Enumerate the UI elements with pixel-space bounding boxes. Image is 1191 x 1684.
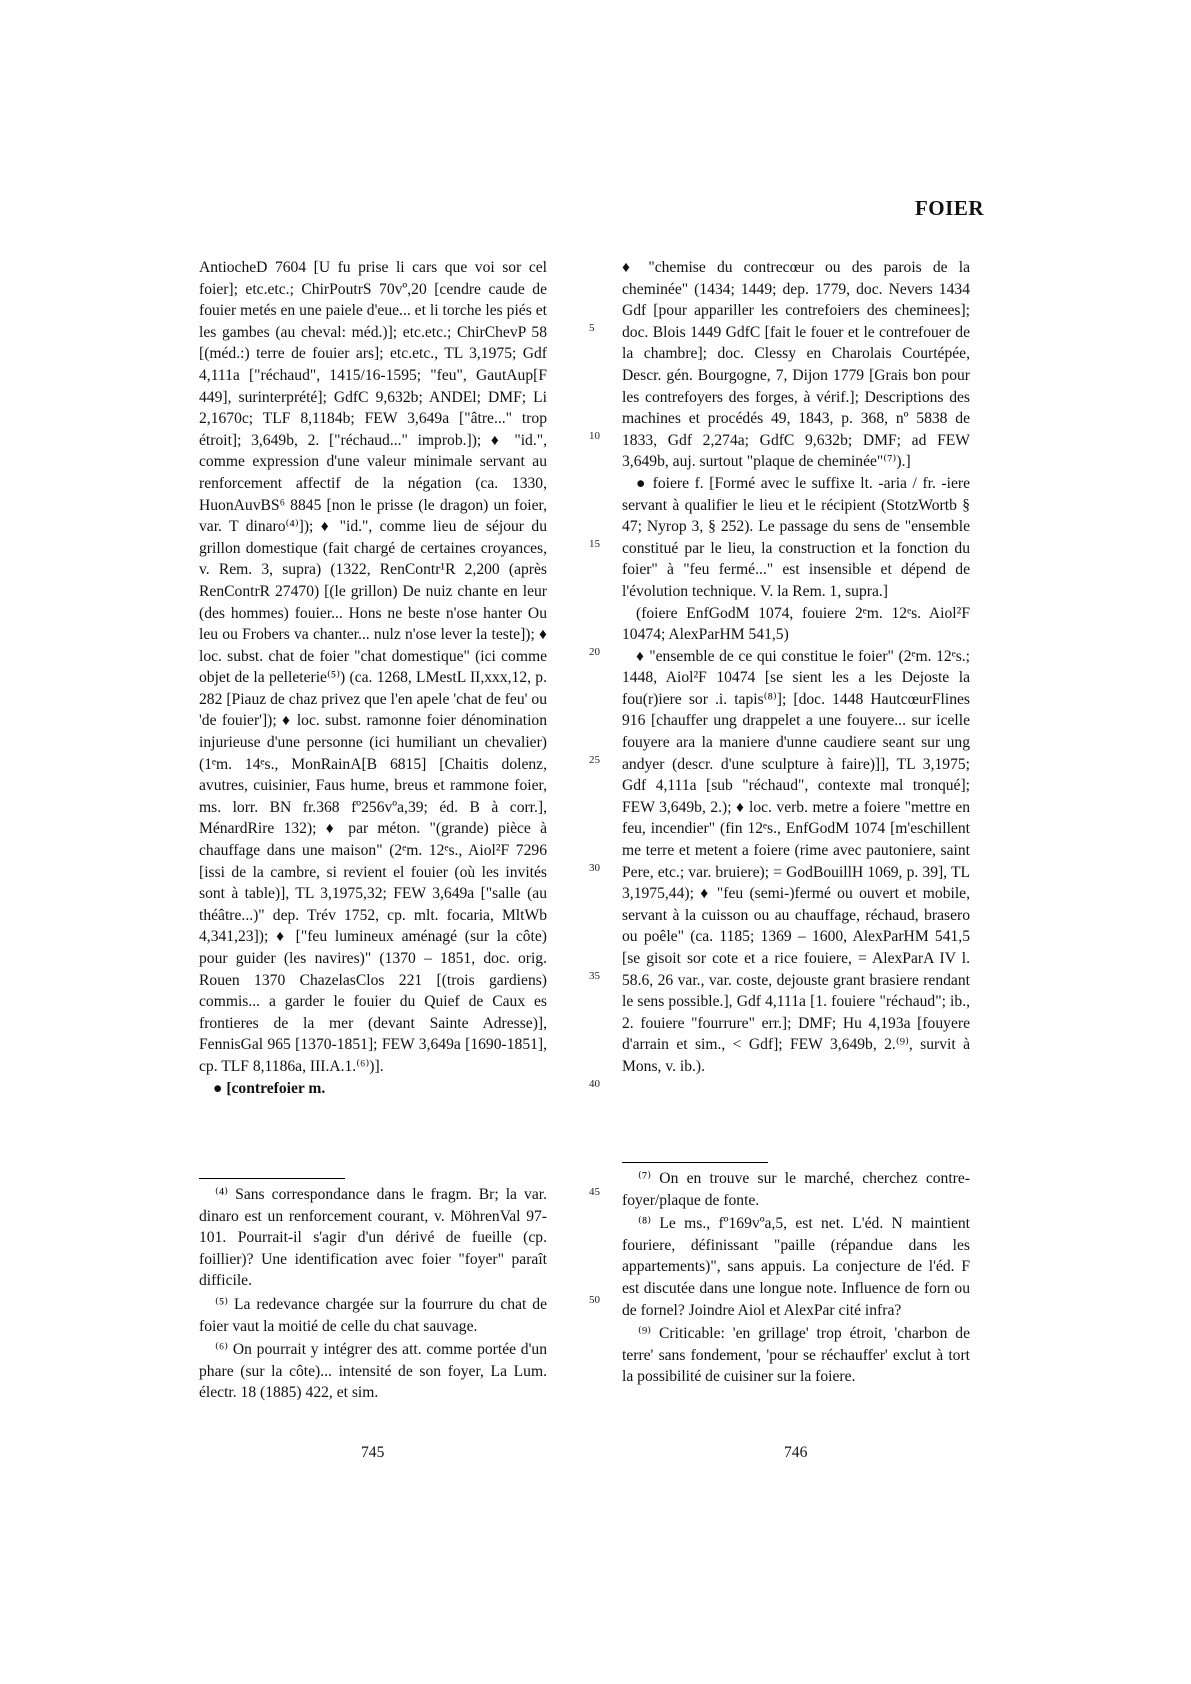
right-paragraph-1: ♦ "chemise du contrecœur ou des parois de la cheminée" (1434; 1449; dep. 1779, doc. Nevers 1434 Gdf [pour appariller les contrefoiers des cheminees]; doc. Blois 1449 GdfC [fait le fouer et le contrefouer de la chambre]; doc. Clessy en Charolais Courtépée, Descr. gén. Bourgogne, 7, Dijon 1779 [Grais bon pour les contrefoyers des forges, à vérif.]; Descriptions des machines et procédés 49, 1843, p. 368, nº 5838 de 1833, Gdf 2,274a; GdfC 9,632b; DMF; ad FEW 3,649b, auj. surtout "plaque de cheminée"⁽⁷⁾).] <box>622 259 970 471</box>
page-number-right: 746 <box>784 1444 808 1461</box>
footnote: ⁽⁹⁾ Criticable: 'en grillage' trop étroit, 'charbon de terre' sans fondement, 'pour se réchauffer' exclut à tort la possibilité de cuisiner sur la foiere. <box>622 1325 970 1386</box>
left-paragraph-1: AntiocheD 7604 [U fu prise li cars que voi sor cel foier]; etc.etc.; ChirPoutrS 70vº,20 [cendre caude de fouier metés en une paiele d'eue... et li torche les piés et les gambes (au cheval: méd.)]; etc.etc.; ChirChevP 58 [(méd.:) terre de fouier ars]; etc.etc., TL 3,1975; Gdf 4,111a ["réchaud", 1415/16-1595; "feu", GautAup[F 449], surinterprété]; GdfC 9,632b; ANDEl; DMF; Li 2,1670c; TLF 8,1184b; FEW 3,649a ["âtre..." trop étroit]; 3,649b, 2. ["réchaud..." improb.]); ♦ "id.", comme expression d'une valeur minimale servant au renforcement affectif de la négation (ca. 1330, HuonAuvBS⁶ 8845 [non le prisse (le dragon) un foier, var. T dinaro⁽⁴⁾]); ♦ "id.", comme lieu de séjour du grillon domestique (fait chargé de certaines croyances, v. Rem. 3, supra) (1322, RenContr¹R 2,200 (après RenContrR 27470) [(le grillon) De nuiz chante en leur (des hommes) fouier... Hons ne beste n'ose hanter Ou leu ou Frobers va chanter... nulz n'ose lever la teste]); ♦ loc. subst. chat de foier "chat domestique" (ici comme objet de la pelleterie⁽⁵⁾) (ca. 1268, LMestL II,xxx,12, p. 282 [Piauz de chaz privez que l'en apele 'chat de feu' ou 'de fouier']); ♦ loc. subst. ramonne foier dénomination injurieuse d'une personne (ici humiliant un chevalier) (1ᵉm. 14ᵉs., MonRainA[B 6815] [Chaitis dolenz, avutres, cuisinier, Faus hume, breus et rammone foier, ms. lorr. BN fr.368 fº256vºa,39; éd. B à corr.], MénardRire 132); ♦ par méton. "(grande) pièce à chauffage dans une maison" (2ᵉm. 12ᵉs., Aiol²F 7296 [issi de la cambre, si revient el fouier (où les invités sont à table)], TL 3,1975,32; FEW 3,649a ["salle (au théâtre...)" dep. Trév 1752, cp. mlt. focaria, MltWb 4,341,23]); ♦ ["feu lumineux aménagé (sur la côte) pour guider (les navires)" (1370 – 1851, doc. orig. Rouen 1370 ChazelasClos 221 [(trois gardiens) commis... a garder le fouier du Quief de Caux es frontieres de la mer (devant Sainte Adresse)], FennisGal 965 [1370-1851]; FEW 3,649a [1690-1851], cp. TLF 8,1186a, III.A.1.⁽⁶⁾)]. <box>199 259 547 1075</box>
footnote: ⁽⁸⁾ Le ms., fº169vºa,5, est net. L'éd. N maintient fouriere, définissant "paille (répandue dans les appartements)", sans appuis. La conjecture de l'éd. F est discutée dans une longue note. Influence de forn ou de fornel? Joindre Aiol et AlexPar cité infra? <box>622 1215 970 1319</box>
line-number: 40 <box>589 1078 600 1090</box>
right-footnotes <box>622 1168 970 1390</box>
right-paragraph-4: ♦ "ensemble de ce qui constitue le foier" (2ᵉm. 12ᵉs.; 1448, Aiol²F 10474 [se sient les a les Dejoste la fou(r)iere sor .i. tapis⁽⁸⁾]; [doc. 1448 HautcœurFlines 916 [chauffer ung drappelet a une fouyere... sur icelle fouyere ara la maniere d'unne caudiere seant sur ung andyer (descr. d'une sculpture à faire)]], TL 3,1975; Gdf 4,111a [sub "réchaud", contexte mal tronqué]; FEW 3,649b, 2.); ♦ loc. verb. metre a foiere "mettre en feu, incendier" (fin 12ᵉs., EnfGodM 1074 [m'eschillent me terre et metent a foiere (rime avec pautoniere, saint Pere, etc.; var. bruiere); = GodBouillH 1069, p. 39], TL 3,1975,44); ♦ "feu (semi-)fermé ou ouvert et mobile, servant à la cuisson ou au chauffage, réchaud, brasero ou poêle" (ca. 1185; 1369 – 1600, AlexParHM 541,5 [se gisoit sor cote et a rice fouiere, = AlexParA IV l. 58.6, 26 var., var. coste, dejouste grant brasiere rendant le sens possible.], Gdf 4,111a [1. fouiere "réchaud"; ib., 2. fouiere "fourrure" err.]; DMF; Hu 4,193a [fouyere d'arrain et sim., < Gdf]; FEW 3,649b, 2.⁽⁹⁾, survit à Mons, v. ib.). <box>622 647 970 1075</box>
right-paragraph-2: ● foiere f. [Formé avec le suffixe lt. -aria / fr. -iere servant à qualifier le lieu et le récipient (StotzWortb § 47; Nyrop 3, § 252). Le passage du sens de "ensemble constitué par le lieu, la construction et la fonction du foier" à "feu fermé..." est insensible et dépend de l'évolution technique. V. la Rem. 1, supra.] <box>622 474 970 600</box>
page-number-left: 745 <box>361 1444 385 1461</box>
line-number: 20 <box>589 646 600 658</box>
line-number: 5 <box>589 322 595 334</box>
left-footnotes <box>199 1184 547 1406</box>
right-paragraph-3: (foiere EnfGodM 1074, fouiere 2ᵉm. 12ᵉs. Aiol²F 10474; AlexParHM 541,5) <box>622 604 970 644</box>
line-number: 25 <box>589 754 600 766</box>
line-number: 10 <box>589 430 600 442</box>
left-column <box>199 257 547 1099</box>
footnote-rule-right <box>622 1162 768 1163</box>
footnote: ⁽⁴⁾ Sans correspondance dans le fragm. Br; la var. dinaro est un renforcement courant, v. MöhrenVal 97-101. Pourrait-il s'agir d'un dérivé de fueille (cp. foillier)? Une identification avec foier "foyer" paraît difficile. <box>199 1186 547 1290</box>
footnote: ⁽⁶⁾ On pourrait y intégrer des att. comme portée d'un phare (sur la côte)... intensité de son foyer, La Lum. électr. 18 (1885) 422, et sim. <box>199 1341 547 1402</box>
footnote: ⁽⁵⁾ La redevance chargée sur la fourrure du chat de foier vaut la moitié de celle du chat sauvage. <box>199 1295 547 1335</box>
line-number: 35 <box>589 970 600 982</box>
left-paragraph-2: ● [contrefoier m. <box>213 1079 326 1097</box>
line-number: 50 <box>589 1294 600 1306</box>
page-header: FOIER <box>914 196 984 220</box>
line-number: 45 <box>589 1186 600 1198</box>
line-number: 15 <box>589 538 600 550</box>
right-column <box>622 257 970 1078</box>
footnote: ⁽⁷⁾ On en trouve sur le marché, cherchez contre-foyer/plaque de fonte. <box>622 1170 970 1209</box>
footnote-rule-left <box>199 1178 345 1179</box>
line-number: 30 <box>589 862 600 874</box>
